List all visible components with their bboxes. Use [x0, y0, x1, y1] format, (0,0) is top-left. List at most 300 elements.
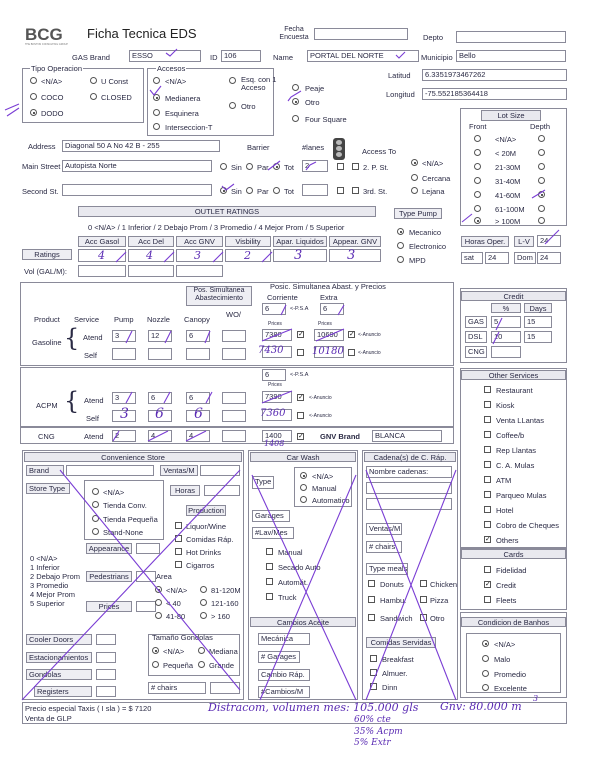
address-field[interactable]: Diagonal 50 A No 42 B - 255 — [62, 140, 220, 152]
gas-brand-field[interactable]: ESSO — [129, 50, 201, 62]
gas-self-nozzle[interactable] — [148, 348, 172, 360]
radio-front-4[interactable] — [474, 191, 481, 198]
handwritten-price: 10180 — [312, 346, 344, 357]
cs-horas-field[interactable] — [204, 485, 240, 496]
radio-cw-auto[interactable] — [300, 496, 307, 503]
radio-tipo-closed[interactable] — [90, 93, 97, 100]
acpm-pump-field[interactable]: 3 — [112, 392, 136, 404]
atend-label: Atend — [84, 396, 104, 405]
credit-dsl-label: DSL — [465, 331, 487, 343]
checkbox-price-extra[interactable] — [348, 331, 355, 338]
price-extra-field[interactable]: 10690 — [314, 329, 344, 341]
credit-title: Credit — [461, 291, 566, 301]
meal-label: Chicken — [430, 580, 458, 589]
card-label: Credit — [496, 581, 517, 590]
radio-label: Peaje — [305, 84, 325, 93]
id-field[interactable]: 106 — [221, 50, 261, 62]
fecha-field[interactable] — [314, 28, 408, 40]
chain-ventas-label: Ventas/M — [366, 523, 402, 535]
radio-pump-mecanico[interactable] — [397, 228, 404, 235]
checkbox-rd-st-b[interactable] — [352, 187, 359, 194]
fecha-label: Fecha Encuesta — [279, 26, 309, 41]
radio-access-na[interactable] — [411, 159, 418, 166]
acpm-nozzle-field[interactable]: 6 — [148, 392, 172, 404]
radio-banos-excelente[interactable] — [482, 684, 489, 691]
cw-opt-label: Manual — [312, 484, 337, 493]
gas-pump-field[interactable]: 3 — [112, 330, 136, 342]
radio-label: Tot — [284, 187, 295, 196]
radio-label: Par — [257, 163, 269, 172]
radio-tipo-coco[interactable] — [30, 93, 37, 100]
handwritten-note: 5% Extr — [354, 738, 391, 748]
meal-label: Pizza — [430, 596, 449, 605]
radio-label: <N/A> — [41, 77, 63, 86]
self-label: Self — [86, 414, 99, 423]
page-title: Ficha Tecnica EDS — [87, 26, 197, 41]
store-opt-label: Tienda Conv. — [103, 501, 147, 510]
cw-lav-label: #Lav/Mes — [252, 527, 294, 539]
gas-wo-field[interactable] — [222, 330, 246, 342]
corriente-label: Corriente — [267, 293, 298, 302]
radio-front-3[interactable] — [474, 177, 481, 184]
handwritten-rating: 4 — [98, 249, 105, 262]
store-opt-label: Stand-None — [103, 528, 144, 537]
radio-tam-grande[interactable] — [198, 661, 205, 668]
service-header: Service — [74, 315, 100, 324]
cng-wo-field[interactable] — [222, 430, 246, 442]
radio-acc-otro-b[interactable] — [292, 98, 299, 105]
checkbox-svc-10[interactable] — [484, 536, 491, 543]
handwritten-value: 6 — [194, 406, 203, 422]
checkbox-svc-9[interactable] — [484, 521, 491, 528]
checkbox-cw-manual[interactable] — [266, 548, 273, 555]
acpm-label: ACPM — [36, 401, 58, 410]
lanes-field[interactable]: 2 — [302, 160, 328, 172]
traffic-light-icon — [333, 138, 345, 160]
radio-barrier-par[interactable] — [246, 163, 253, 170]
acpm-pos-field[interactable]: 6 — [262, 369, 286, 381]
checkbox-price-extra-2[interactable] — [348, 349, 355, 356]
checkbox-prod-1[interactable] — [175, 535, 182, 542]
prod-label: Comidas Ráp. — [186, 535, 234, 544]
radio-label: Four Square — [305, 115, 347, 124]
latitud-field[interactable]: 6.3351973467262 — [422, 69, 567, 81]
tam-label: Mediana — [209, 647, 238, 656]
latitud-label: Latitud — [388, 71, 411, 80]
checkbox-meal-pizza[interactable] — [420, 596, 427, 603]
tam-label: <N/A> — [163, 647, 185, 656]
name-field[interactable]: PORTAL DEL NORTE — [307, 50, 419, 62]
radio-label: Sin — [231, 187, 242, 196]
radio-tam-mediana[interactable] — [198, 647, 205, 654]
lot-row-label: < 20M — [495, 149, 517, 158]
handwritten-rating: 3 — [294, 248, 303, 263]
handwritten-price: 1408 — [264, 439, 285, 448]
cs-pedestrians-label: Pedestrians — [86, 571, 132, 582]
checkbox-meal-hambu[interactable] — [368, 596, 375, 603]
acpm-canopy-field[interactable]: 6 — [186, 392, 210, 404]
radio-label: Sin — [231, 163, 242, 172]
checkbox-meal-donuts[interactable] — [368, 580, 375, 587]
servida-label: Breakfast — [382, 655, 414, 664]
radio-acc-peaje[interactable] — [292, 84, 299, 91]
checkbox-svc-4[interactable] — [484, 446, 491, 453]
cng-label: CNG — [38, 432, 55, 441]
svc-label: ATM — [496, 476, 512, 485]
checkbox-meal-otro[interactable] — [420, 614, 427, 621]
name-label: Name — [273, 53, 294, 62]
chain-comidas-label: Comidas Servidas — [366, 637, 436, 648]
checkbox-svc-5[interactable] — [484, 461, 491, 468]
radio-depth-0[interactable] — [538, 135, 545, 142]
radio-front-5[interactable] — [474, 205, 481, 212]
cw-item-label: Secado Auto — [278, 563, 321, 572]
handwritten-price: 7360 — [260, 408, 286, 419]
radio-store-stand[interactable] — [92, 528, 99, 535]
cards-title: Cards — [461, 549, 566, 559]
cs-gondolas-field[interactable] — [96, 669, 116, 680]
cng-pump-field[interactable]: 2 — [112, 430, 136, 442]
cw-opt-label: Automatico — [312, 496, 350, 505]
pos-simultanea-text: Pos. Simultanea Abastecimiento — [193, 287, 245, 302]
radio-depth-3[interactable] — [538, 177, 545, 184]
longitud-field[interactable]: -75.552185364418 — [422, 88, 567, 100]
pos-extra-field[interactable]: 6 — [320, 303, 344, 315]
checkbox-label: 3rd. St. — [363, 187, 388, 196]
radio-depth-4[interactable] — [538, 191, 545, 198]
checkbox-price-corriente[interactable] — [297, 331, 304, 338]
cw-item-label: Truck — [278, 593, 297, 602]
cs-chairs-value[interactable] — [210, 682, 240, 694]
radio-tam-pequena[interactable] — [152, 661, 159, 668]
second-st-field[interactable] — [62, 184, 212, 196]
cs-chairs-field[interactable]: # chairs — [148, 682, 206, 694]
checkbox-prod-3[interactable] — [175, 561, 182, 568]
store-opt-label: <N/A> — [103, 488, 125, 497]
dom-label: Dom — [514, 252, 536, 264]
cw-cambio-rap-label: Cambio Ráp. — [258, 669, 310, 681]
cs-cooler-field[interactable] — [96, 634, 116, 645]
ratings-label: Ratings — [22, 249, 72, 260]
chain-nombre-2[interactable] — [366, 498, 452, 510]
pos-simultanea-label — [186, 286, 252, 306]
checkbox-prod-2[interactable] — [175, 548, 182, 555]
radio-pump-mpd[interactable] — [397, 256, 404, 263]
radio-store-pequena[interactable] — [92, 515, 99, 522]
prod-label: Liquor/Wine — [186, 522, 227, 531]
radio-store-conv[interactable] — [92, 501, 99, 508]
anuncio-label: <-Anuncio — [309, 413, 332, 419]
area-label: > 160 — [211, 612, 230, 621]
credit-cng-pct[interactable] — [491, 346, 521, 358]
extra-label: Extra — [320, 293, 338, 302]
cw-cambios-title: Cambios Aceite — [250, 617, 356, 627]
psa-label: <-P.S.A — [290, 372, 309, 378]
lot-row-label: 61-100M — [495, 205, 525, 214]
radio-acc-otro-a[interactable] — [229, 102, 236, 109]
footer-glp: Venta de GLP — [25, 714, 72, 723]
radio-label: Medianera — [165, 94, 201, 103]
radio-access-lejana[interactable] — [411, 187, 418, 194]
vol-label: Vol (GAL/M): — [24, 267, 67, 276]
cs-area-label: Area — [156, 572, 172, 581]
radio-tipo-na[interactable] — [30, 77, 37, 84]
radio-label: MPD — [409, 256, 426, 265]
radio-front-6[interactable] — [474, 217, 481, 224]
area-label: 121-160 — [211, 599, 239, 608]
radio-label: Par — [257, 187, 269, 196]
wo-header: WO/ — [226, 310, 241, 319]
lot-row-label: 31-40M — [495, 177, 521, 186]
checkbox-dinner[interactable] — [370, 683, 377, 690]
radio-area-121[interactable] — [200, 599, 207, 606]
cs-horas-label: Horas — [170, 485, 200, 496]
cs-appearance-label: Appearance — [86, 543, 132, 554]
checkbox-meal-chicken[interactable] — [420, 580, 427, 587]
radio-label: Cercana — [422, 174, 451, 183]
gas-nozzle-field[interactable]: 12 — [148, 330, 172, 342]
gnv-brand-field[interactable]: BLANCA — [372, 430, 442, 442]
radio-front-2[interactable] — [474, 163, 481, 170]
rating-col-acc-del: Acc Del — [128, 236, 174, 247]
checkbox-svc-6[interactable] — [484, 476, 491, 483]
vol-field-3[interactable] — [176, 265, 223, 277]
checkbox-svc-8[interactable] — [484, 506, 491, 513]
radio-access-cercana[interactable] — [411, 174, 418, 181]
radio-acc-medianera[interactable] — [153, 94, 160, 101]
tipo-operacion-title: Tipo Operacion — [31, 64, 82, 73]
radio-barrier-sin[interactable] — [220, 163, 227, 170]
cs-scale-item: 2 Debajo Prom — [30, 572, 81, 581]
cs-registers-field[interactable] — [96, 686, 116, 697]
radio-label: DODO — [41, 109, 64, 118]
vol-field-2[interactable] — [128, 265, 174, 277]
meal-label: Donuts — [380, 580, 404, 589]
cng-nozzle-field[interactable]: 4 — [148, 430, 172, 442]
footer-taxi-price: Precio especial Taxis ( I sla ) = $ 7120 — [25, 704, 152, 713]
checkbox-cw-automat[interactable] — [266, 578, 273, 585]
chain-title: Cadena(s) de C. Ráp. — [364, 452, 456, 462]
handwritten-value: 3 — [120, 406, 129, 422]
radio-acc-esq1[interactable] — [229, 77, 236, 84]
cw-mecanica-label: Mecánica — [258, 633, 310, 645]
radio-depth-1[interactable] — [538, 149, 545, 156]
radio-depth-6[interactable] — [538, 217, 545, 224]
cw-item-label: Automát. — [278, 578, 309, 587]
cw-ncambios-label: #Cambios/M — [258, 686, 310, 698]
credit-pct-label: % — [491, 303, 521, 313]
radio-area-40[interactable] — [155, 599, 162, 606]
prod-label: Cigarros — [186, 561, 215, 570]
checkbox-cng-price[interactable] — [297, 433, 304, 440]
credit-dsl-pct[interactable]: 10 — [491, 331, 521, 343]
radio-depth-2[interactable] — [538, 163, 545, 170]
radio-barrier2-tot[interactable] — [273, 187, 280, 194]
gas-self-wo[interactable] — [222, 348, 246, 360]
checkbox-cw-truck[interactable] — [266, 593, 273, 600]
radio-label: Electronico — [409, 242, 447, 251]
svc-label: Restaurant — [496, 386, 533, 395]
checkbox-acpm-price-2[interactable] — [297, 412, 304, 419]
checkbox-rd-st-a[interactable] — [337, 187, 344, 194]
checkbox-prod-0[interactable] — [175, 522, 182, 529]
gas-canopy-field[interactable]: 6 — [186, 330, 210, 342]
cs-ventas-field[interactable] — [200, 465, 240, 476]
handwritten-sup: 3 — [533, 694, 539, 703]
cs-store-type-label: Store Type — [26, 483, 70, 494]
canopy-header: Canopy — [184, 315, 210, 324]
lot-depth-label: Depth — [530, 122, 551, 131]
radio-area-41[interactable] — [155, 612, 162, 619]
credit-cng-label: CNG — [465, 346, 487, 358]
radio-store-na[interactable] — [92, 488, 99, 495]
radio-barrier2-sin[interactable] — [220, 187, 227, 194]
checkbox-breakfast[interactable] — [370, 655, 377, 662]
pump-header: Pump — [114, 315, 134, 324]
checkbox-2p-st[interactable] — [352, 163, 359, 170]
longitud-label: Longitud — [386, 90, 415, 99]
dom-field[interactable]: 24 — [537, 252, 561, 264]
svc-label: Rep Llantas — [496, 446, 537, 455]
checkbox-svc-1[interactable] — [484, 401, 491, 408]
checkbox-price-corriente-2[interactable] — [297, 349, 304, 356]
banos-label: Malo — [494, 655, 511, 664]
cs-estac-field[interactable] — [96, 652, 116, 663]
area-label: < 40 — [166, 599, 181, 608]
radio-area-81[interactable] — [200, 586, 207, 593]
acpm-price-field[interactable]: 7390 — [262, 391, 292, 403]
svc-label: Hotel — [496, 506, 514, 515]
svc-label: Cobro de Cheques — [496, 521, 559, 530]
prices-label: Prices — [318, 321, 332, 327]
checkbox-p-st[interactable] — [337, 163, 344, 170]
radio-barrier-tot[interactable] — [273, 163, 280, 170]
radio-front-1[interactable] — [474, 149, 481, 156]
credit-gas-pct[interactable]: 5 — [491, 316, 521, 328]
cs-prices-field[interactable] — [136, 601, 156, 612]
handwritten-rating: 4 — [146, 249, 153, 262]
checkbox-almuerzo[interactable] — [370, 669, 377, 676]
horas-oper-label: Horas Oper. — [461, 236, 509, 247]
radio-label: Esq. con 1 Acceso — [241, 75, 277, 92]
radio-front-0[interactable] — [474, 135, 481, 142]
store-opt-label: Tienda Pequeña — [103, 515, 158, 524]
radio-cw-manual[interactable] — [300, 484, 307, 491]
svc-label: C. A. Mulas — [496, 461, 535, 470]
depto-field[interactable] — [456, 31, 566, 43]
cs-tam-gondolas-label: Tamaño Gondolas — [152, 633, 213, 642]
bcg-logo: BCG — [25, 25, 63, 44]
municipio-field[interactable]: Bello — [456, 50, 566, 62]
banos-title: Condicion de Banhos — [461, 617, 566, 627]
anuncio-label: <-Anuncio — [358, 332, 381, 338]
checkbox-card-fidelidad[interactable] — [484, 566, 491, 573]
checkbox-card-fleets[interactable] — [484, 596, 491, 603]
radio-banos-na[interactable] — [482, 640, 489, 647]
cs-scale-item: 1 Inferior — [30, 563, 60, 572]
lanes2-field[interactable] — [302, 184, 328, 196]
cng-canopy-field[interactable]: 4 — [186, 430, 210, 442]
svc-label: Parqueo Mulas — [496, 491, 547, 500]
checkbox-svc-2[interactable] — [484, 416, 491, 423]
radio-pump-electronico[interactable] — [397, 242, 404, 249]
chain-type-meals-label: Type meals — [366, 563, 408, 575]
gas-brand-label: GAS Brand — [72, 53, 110, 62]
acpm-self-wo[interactable] — [222, 410, 246, 422]
depto-label: Depto — [423, 33, 444, 42]
checkbox-acpm-price[interactable] — [297, 394, 304, 401]
convenience-store-title: Convenience Store — [24, 452, 242, 462]
radio-area-na[interactable] — [155, 586, 162, 593]
brace-icon: { — [64, 324, 80, 352]
radio-cw-na[interactable] — [300, 472, 307, 479]
main-street-field[interactable]: Autopista Norte — [62, 160, 212, 172]
outlet-ratings-title: OUTLET RATINGS — [78, 206, 376, 217]
lot-row-label: 41-60M — [495, 191, 521, 200]
psa-label: <-P.S.A — [290, 306, 309, 312]
radio-area-160[interactable] — [200, 612, 207, 619]
radio-tipo-uconst[interactable] — [90, 77, 97, 84]
credit-gas-label: GAS — [465, 316, 487, 328]
sat-field[interactable]: 24 — [485, 252, 509, 264]
area-label: <N/A> — [166, 586, 188, 595]
price-corriente-field[interactable]: 7380 — [262, 329, 292, 341]
gas-self-pump[interactable] — [112, 348, 136, 360]
meal-label: Sandwich — [380, 614, 413, 623]
radio-acc-na[interactable] — [153, 77, 160, 84]
checkbox-meal-sandwich[interactable] — [368, 614, 375, 621]
checkbox-card-credit[interactable] — [484, 581, 491, 588]
checkbox-svc-0[interactable] — [484, 386, 491, 393]
lv-field[interactable]: 24 — [537, 235, 561, 247]
area-label: 41-80 — [166, 612, 186, 621]
credit-gas-days[interactable]: 15 — [524, 316, 552, 328]
radio-acc-four-square[interactable] — [292, 115, 299, 122]
checkbox-svc-3[interactable] — [484, 431, 491, 438]
gasoline-label: Gasoline — [32, 338, 62, 347]
radio-label: U Const — [101, 77, 129, 86]
gas-self-canopy[interactable] — [186, 348, 210, 360]
vol-field-1[interactable] — [78, 265, 126, 277]
radio-barrier2-par[interactable] — [246, 187, 253, 194]
anuncio-label: <-Anuncio — [358, 350, 381, 356]
brace-icon: { — [64, 387, 80, 415]
radio-depth-5[interactable] — [538, 205, 545, 212]
access-to-label: Access To — [362, 147, 397, 156]
radio-banos-promedio[interactable] — [482, 670, 489, 677]
chain-nombre-1[interactable] — [366, 482, 452, 494]
pos-corriente-field[interactable]: 6 — [262, 303, 286, 315]
radio-tam-na[interactable] — [152, 647, 159, 654]
credit-dsl-days[interactable]: 15 — [524, 331, 552, 343]
checkbox-svc-7[interactable] — [484, 491, 491, 498]
radio-label: COCO — [41, 93, 64, 102]
checkbox-cw-secado[interactable] — [266, 563, 273, 570]
radio-banos-malo[interactable] — [482, 655, 489, 662]
tam-label: Pequeña — [163, 661, 194, 670]
product-header: Product — [34, 315, 60, 324]
cs-brand-field[interactable] — [66, 465, 154, 476]
radio-acc-esquinera[interactable] — [153, 109, 160, 116]
rating-col-acc-gnv: Acc GNV — [176, 236, 223, 247]
cs-appearance-field[interactable] — [136, 543, 160, 554]
radio-tipo-dodo[interactable] — [30, 109, 37, 116]
cs-pedestrians-field[interactable] — [136, 571, 156, 582]
radio-acc-interseccion[interactable] — [153, 123, 160, 130]
cng-price-field[interactable]: 1400 — [262, 430, 292, 442]
acpm-wo-field[interactable] — [222, 392, 246, 404]
cw-garages-label: Garages — [252, 510, 290, 522]
